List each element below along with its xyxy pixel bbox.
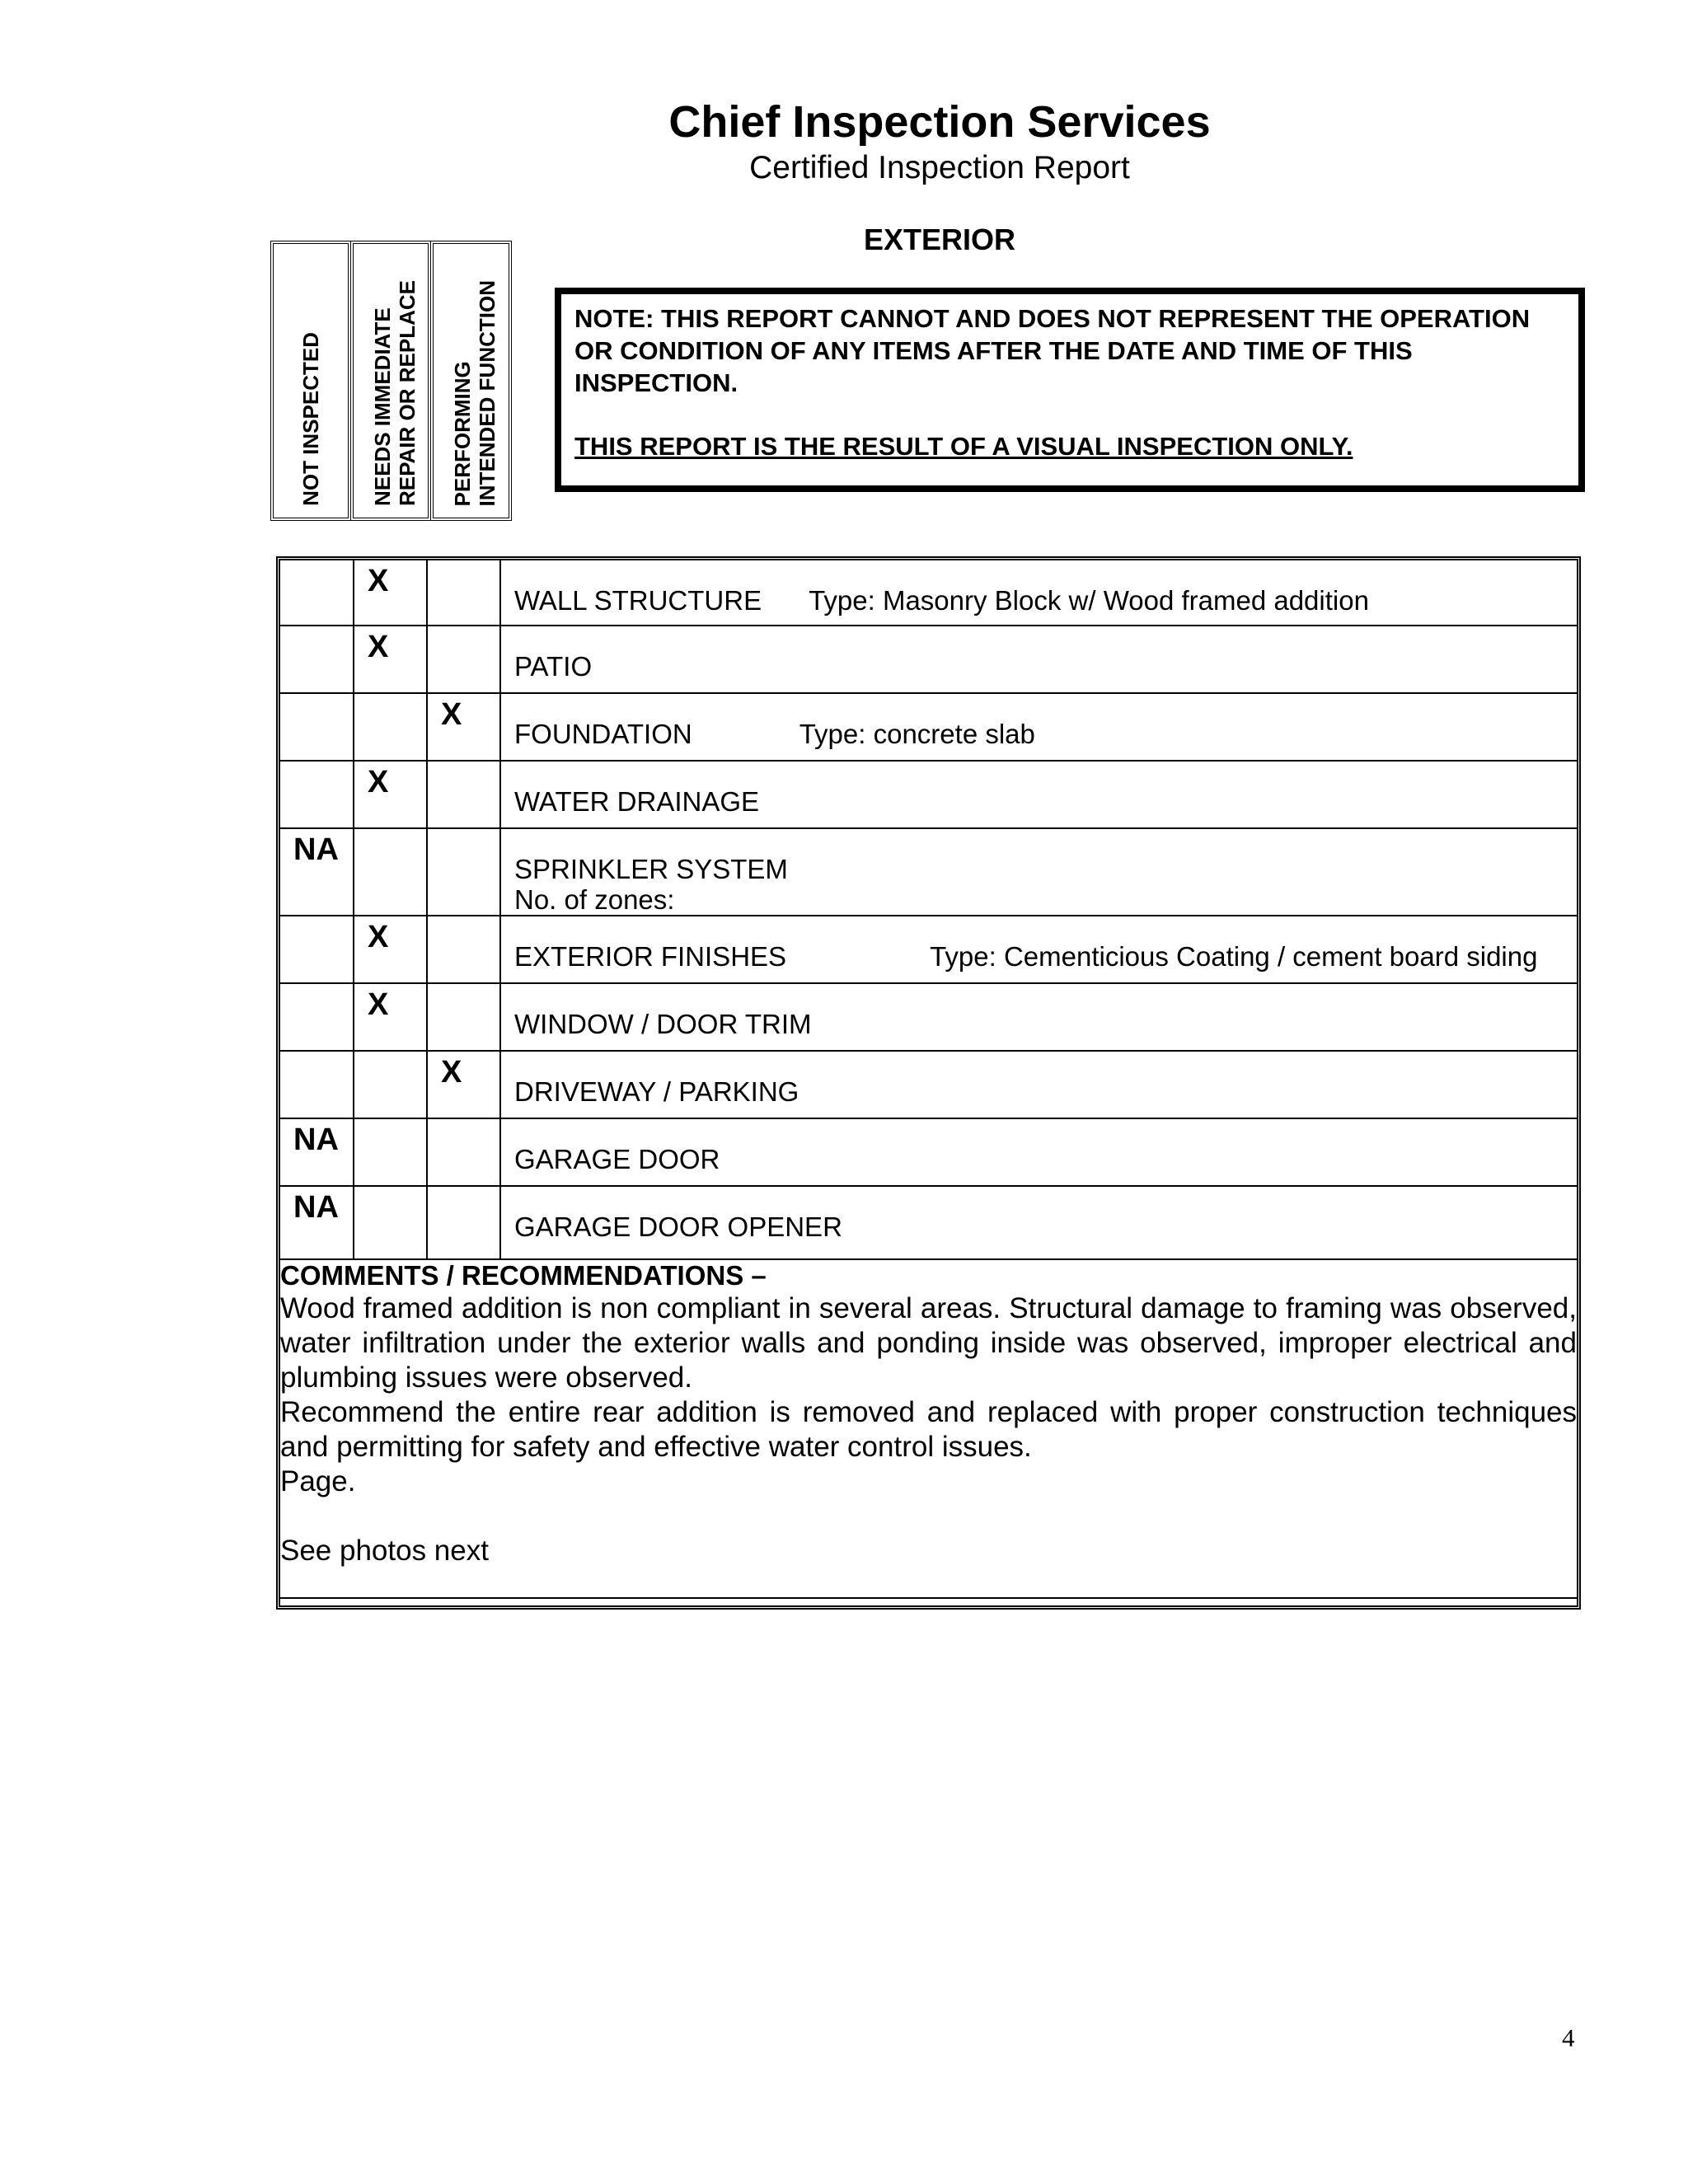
mark-not-inspected: NA — [280, 828, 354, 916]
table-row — [280, 1118, 1577, 1186]
mark-performing — [427, 626, 500, 693]
legend-needs-repair-line2: REPAIR OR REPLACE — [395, 280, 420, 506]
mark-not-inspected: NA — [280, 1186, 354, 1259]
disclaimer-note — [555, 288, 1585, 492]
legend-not-inspected-label: NOT INSPECTED — [298, 332, 323, 506]
mark-needs-repair — [354, 693, 427, 761]
item-cell — [500, 626, 1577, 693]
mark-needs-repair: X — [354, 560, 427, 626]
item-label: FOUNDATION — [514, 719, 692, 749]
mark-not-inspected — [280, 560, 354, 626]
legend-needs-repair-line1: NEEDS IMMEDIATE — [370, 307, 395, 506]
item-label: WALL STRUCTURE — [514, 585, 762, 616]
comments-photos: See photos next — [280, 1535, 489, 1567]
mark-not-inspected — [280, 693, 354, 761]
comments-cell — [280, 1259, 1577, 1598]
item-label: GARAGE DOOR OPENER — [514, 1212, 842, 1242]
inspection-items — [280, 560, 1577, 1599]
table-row — [280, 916, 1577, 983]
table-row — [280, 1186, 1577, 1259]
table-row — [280, 983, 1577, 1051]
legend-performing-label — [450, 280, 499, 506]
comments-paragraph-2: Recommend the entire rear addition is removed and replaced with proper construction techniques and permitting for safety and effective water control issues. — [280, 1396, 1577, 1463]
mark-not-inspected: NA — [280, 1118, 354, 1186]
item-label: EXTERIOR FINISHES — [514, 941, 787, 972]
mark-needs-repair: X — [354, 761, 427, 828]
visual-inspection-notice: THIS REPORT IS THE RESULT OF A VISUAL INSPECTION ONLY. — [574, 432, 1353, 461]
table-row — [280, 1051, 1577, 1118]
company-title: Chief Inspection Services — [668, 97, 1211, 147]
mark-performing — [427, 1186, 500, 1259]
mark-performing — [427, 560, 500, 626]
comments-page: Page. — [280, 1465, 356, 1497]
item-cell — [500, 1186, 1577, 1259]
legend-needs-repair-label — [370, 280, 420, 506]
section-title: EXTERIOR — [863, 223, 1016, 256]
table-row — [280, 560, 1577, 626]
item-cell — [500, 983, 1577, 1051]
item-type: Type: Cementicious Coating / cement board siding — [930, 941, 1538, 972]
item-label: WATER DRAINAGE — [514, 786, 760, 817]
legend-performing-line1: PERFORMING — [450, 360, 475, 506]
table-row — [280, 828, 1577, 916]
legend-performing — [430, 241, 512, 521]
item-label: PATIO — [514, 651, 593, 682]
mark-needs-repair: X — [354, 916, 427, 983]
mark-performing — [427, 983, 500, 1051]
item-subtext: No. of zones: — [514, 884, 675, 915]
item-cell — [500, 761, 1577, 828]
item-label: DRIVEWAY / PARKING — [514, 1076, 799, 1107]
mark-not-inspected — [280, 983, 354, 1051]
comments-row — [280, 1259, 1577, 1598]
mark-needs-repair — [354, 1051, 427, 1118]
mark-not-inspected — [280, 1051, 354, 1118]
mark-not-inspected — [280, 626, 354, 693]
mark-not-inspected — [280, 916, 354, 983]
mark-not-inspected — [280, 761, 354, 828]
mark-performing — [427, 1118, 500, 1186]
table-row — [280, 693, 1577, 761]
mark-performing: X — [427, 693, 500, 761]
item-cell — [500, 1118, 1577, 1186]
table-row — [280, 761, 1577, 828]
item-cell — [500, 916, 1577, 983]
mark-performing — [427, 916, 500, 983]
mark-needs-repair — [354, 1118, 427, 1186]
mark-performing — [427, 828, 500, 916]
legend-not-inspected — [270, 241, 351, 521]
item-cell — [500, 693, 1577, 761]
item-cell — [500, 560, 1577, 626]
mark-needs-repair: X — [354, 626, 427, 693]
mark-needs-repair — [354, 1186, 427, 1259]
item-label: WINDOW / DOOR TRIM — [514, 1009, 812, 1039]
legend-needs-repair — [350, 241, 431, 521]
item-label: SPRINKLER SYSTEM — [514, 854, 788, 884]
mark-performing: X — [427, 1051, 500, 1118]
mark-needs-repair: X — [354, 983, 427, 1051]
mark-performing — [427, 761, 500, 828]
report-subtitle: Certified Inspection Report — [749, 150, 1130, 185]
inspection-table — [276, 556, 1581, 1610]
item-cell — [500, 828, 1577, 916]
comments-heading: COMMENTS / RECOMMENDATIONS – — [280, 1260, 767, 1291]
page-number: 4 — [1562, 2023, 1575, 2052]
disclaimer-text: NOTE: THIS REPORT CANNOT AND DOES NOT REPRESENT THE OPERATION OR CONDITION OF ANY ITEMS AFTER THE DATE AND TIME OF THIS INSPECTION. — [574, 304, 1531, 397]
mark-needs-repair — [354, 828, 427, 916]
table-row — [280, 626, 1577, 693]
item-label: GARAGE DOOR — [514, 1144, 720, 1174]
item-type: Type: Masonry Block w/ Wood framed addition — [809, 585, 1369, 616]
item-cell — [500, 1051, 1577, 1118]
comments-paragraph-1: Wood framed addition is non compliant in several areas. Structural damage to framing was observed, water infiltration under the exterior walls and ponding inside was observed, improper electrical and plumbing issues were observed. — [280, 1292, 1577, 1394]
item-type: Type: concrete slab — [799, 719, 1035, 749]
legend-performing-line2: INTENDED FUNCTION — [475, 279, 499, 506]
